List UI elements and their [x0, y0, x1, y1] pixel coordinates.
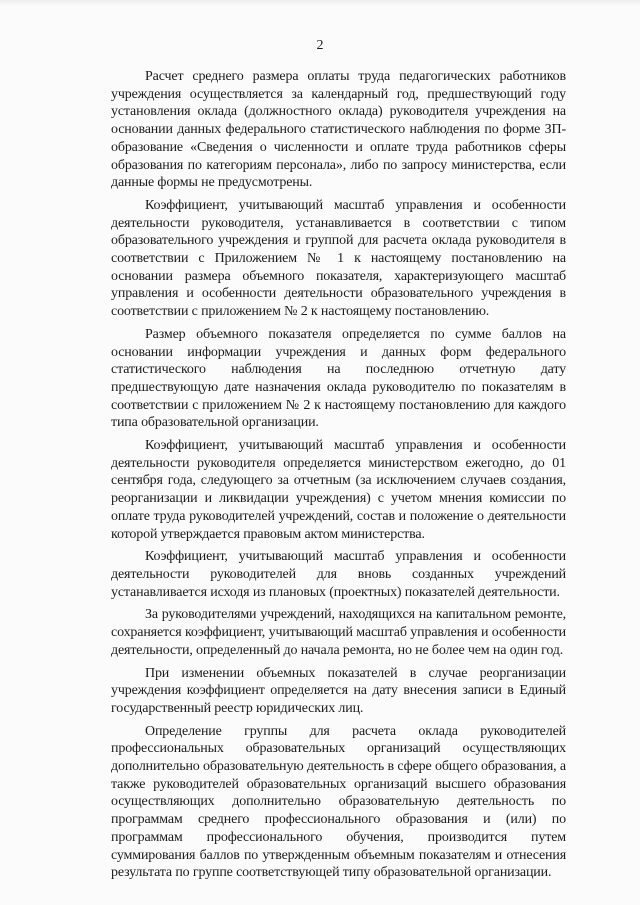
paragraph-salary-calculation: Расчет среднего размера оплаты труда педагогических работников учреждения осуществляется за календарный год, предшествующий году установления оклада (должностного оклада) руководителя учреждения на основании данных федерального статистического наблюдения по форме ЗП-образование «Сведения о численности и оплате труда работников сферы образования по категориям персонала», либо по запросу министерства, если данные формы не предусмотрены. [111, 69, 566, 191]
paragraph-annual-determination: Коэффициент, учитывающий масштаб управления и особенности деятельности руководителя определяется министерством ежегодно, до 01 сентября года, следующего за отчетным (за исключением случаев создания, реорганизации и ликвидации учреждения) с учетом мнения комиссии по оплате труда руководителей учреждений, состав и положение о деятельности которой утверждается правовым актом министерства. [111, 438, 566, 542]
paragraph-coefficient-establishment: Коэффициент, учитывающий масштаб управления и особенности деятельности руководителя, устанавливается в соответствии с типом образовательного учреждения и группой для расчета оклада руководителя в соответствии с Приложением № 1 к настоящему постановлению на основании размера объемного показателя, характеризующего масштаб управления и особенности деятельности образовательного учреждения в соответствии с приложением № 2 к настоящему постановлению. [111, 197, 566, 320]
scan-edge-shading [0, 0, 640, 6]
page-number: 2 [316, 38, 324, 53]
paragraph-group-determination: Определение группы для расчета оклада руководителей профессиональных образовательных организаций осуществляющих дополнительно образовательную деятельность в сфере общего образования, а также руководителей образовательных организаций высшего образования осуществляющих дополнительно образовательную деятельность по программам среднего профессионального образования и (или) по программам профессионального обучения, производится путем суммирования баллов по утвержденным объемным показателям и отнесения результата по группе соответствующей типу образовательной организации. [111, 723, 566, 881]
paragraph-new-institutions: Коэффициент, учитывающий масштаб управления и особенности деятельности руководителей для вновь созданных учреждений устанавливается исходя из плановых (проектных) показателей деятельности. [111, 549, 566, 600]
document-body [111, 68, 566, 887]
paragraph-reorganization: При изменении объемных показателей в случае реорганизации учреждения коэффициент определяется на дату внесения записи в Единый государственный реестр юридических лиц. [111, 665, 566, 716]
paragraph-capital-repair: За руководителями учреждений, находящихся на капитальном ремонте, сохраняется коэффициент, учитывающий масштаб управления и особенности деятельности, определенный до начала ремонта, но не более чем на один год. [111, 607, 566, 658]
paragraph-volume-indicator: Размер объемного показателя определяется по сумме баллов на основании информации учреждения и данных форм федерального статистического наблюдения на последнюю отчетную дату предшествующую дате назначения оклада руководителю по показателям в соответствии с приложением № 2 к настоящему постановлению для каждого типа образовательной организации. [111, 326, 566, 431]
